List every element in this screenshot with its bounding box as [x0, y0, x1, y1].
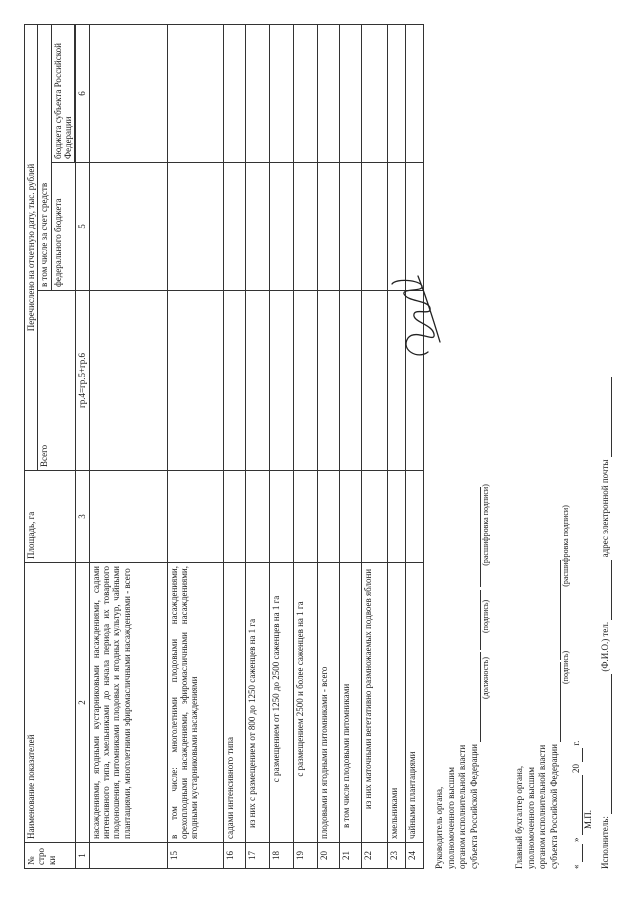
cell	[89, 25, 167, 163]
row-num: 22	[361, 843, 387, 869]
accountant-label: уполномоченного высшим	[525, 767, 536, 869]
cell	[269, 25, 293, 163]
head-label: органом исполнительной власти	[457, 744, 468, 869]
header-total: Всего	[38, 291, 76, 471]
row-name: в том числе плодовыми питомниками	[339, 563, 361, 843]
cell	[293, 291, 317, 471]
header-area: Площадь, га	[25, 471, 76, 563]
colnum-3: 3	[76, 471, 89, 563]
date-quote: «	[571, 864, 582, 869]
year-prefix: 20	[571, 764, 582, 773]
cell	[361, 291, 387, 471]
table-row	[293, 25, 317, 869]
accountant-label: органом исполнительной власти	[537, 744, 548, 869]
cell	[223, 163, 245, 291]
stamp-label: М.П.	[582, 809, 593, 829]
cell	[361, 163, 387, 291]
accountant-signature-block	[514, 505, 595, 869]
row-num: 17	[245, 843, 269, 869]
header-including: в том числе за счет средств	[38, 25, 51, 291]
cell	[167, 471, 223, 563]
row-name: с размещением от 1250 до 2500 саженцев на 1 га	[269, 563, 293, 843]
colnum-2: 2	[76, 563, 89, 843]
cell	[387, 25, 405, 163]
cell	[361, 25, 387, 163]
header-transferred: Перечислено на отчетную дату, тыс. рублей	[25, 25, 38, 471]
head-label: уполномоченного высшим	[445, 767, 456, 869]
row-name: из них с размещением от 800 до 1250 саженцев на 1 га	[245, 563, 269, 843]
cell	[89, 471, 167, 563]
cell	[167, 163, 223, 291]
cell	[317, 471, 339, 563]
cell	[269, 471, 293, 563]
row-name: насаждениями, ягодными кустарниковыми насаждениями, садами интенсивного типа, хмельниками до начала периода их товарного плодоношения, питомниками плодовых и ягодных культур, чайными плантациями, многолетними эфиромасличными насаждениями - всего	[89, 563, 167, 843]
colnum-1: 1	[76, 843, 89, 869]
date-quote: »	[571, 837, 582, 842]
cell	[339, 291, 361, 471]
signature-hint: (подпись)	[560, 650, 570, 684]
cell	[245, 25, 269, 163]
year-suffix: г.	[571, 740, 582, 746]
row-name: чайными плантациями	[405, 563, 423, 843]
cell	[405, 25, 423, 163]
cell	[339, 25, 361, 163]
handwritten-signature	[388, 272, 458, 362]
row-num: 15	[167, 843, 223, 869]
cell	[223, 291, 245, 471]
phone-field[interactable]	[611, 560, 612, 620]
fio-tel-label: (Ф.И.О.) тел.	[600, 621, 610, 672]
cell	[317, 291, 339, 471]
head-signature-block	[434, 484, 491, 869]
head-label: субъекта Российской Федерации	[469, 744, 480, 869]
report-table	[24, 24, 424, 869]
date-day-field[interactable]	[582, 844, 583, 862]
row-name: хмельниками	[387, 563, 405, 843]
row-num: 21	[339, 843, 361, 869]
cell	[269, 291, 293, 471]
table-row	[361, 25, 387, 869]
table-row	[405, 25, 423, 869]
executor-name-field[interactable]	[611, 674, 612, 814]
cell	[89, 291, 167, 471]
colnum-4: гр.4=гр.5+гр.6	[76, 291, 89, 471]
cell	[293, 163, 317, 291]
row-num: 19	[293, 843, 317, 869]
cell	[223, 471, 245, 563]
rotated-page	[16, 17, 626, 887]
row-num: 16	[223, 843, 245, 869]
colnum-5: 5	[76, 163, 89, 291]
cell	[339, 163, 361, 291]
accountant-label: субъекта Российской Федерации	[549, 744, 560, 869]
row-name: садами интенсивного типа	[223, 563, 245, 843]
decode-hint: (расшифровка подписи)	[560, 505, 570, 587]
executor-label: Исполнитель:	[600, 816, 610, 869]
cell	[293, 471, 317, 563]
cell	[269, 163, 293, 291]
cell	[245, 291, 269, 471]
cell	[223, 25, 245, 163]
header-federal: федерального бюджета	[51, 163, 76, 291]
head-label: Руководитель органа,	[434, 786, 444, 869]
cell	[317, 163, 339, 291]
executor-line	[600, 377, 612, 869]
row-num: 24	[405, 843, 423, 869]
cell	[167, 291, 223, 471]
colnum-6: 6	[76, 25, 89, 163]
cell	[245, 471, 269, 563]
cell	[293, 25, 317, 163]
cell	[339, 471, 361, 563]
table-row	[245, 25, 269, 869]
row-name: в том числе: многолетними плодовыми насаждениями, орехоплодными насаждениями, эфиромасличными насаждениями, ягодными кустарниковыми насаждениями	[167, 563, 223, 843]
cell	[89, 163, 167, 291]
signature-hint: (подпись)	[480, 599, 490, 633]
cell	[405, 471, 423, 563]
cell	[387, 471, 405, 563]
row-name: с размещением 2500 и более саженцев на 1 га	[293, 563, 317, 843]
table-row	[223, 25, 245, 869]
cell	[361, 471, 387, 563]
row-num: 23	[387, 843, 405, 869]
row-num	[89, 843, 167, 869]
row-num: 18	[269, 843, 293, 869]
column-numbers-row	[76, 25, 89, 869]
table-row	[89, 25, 167, 869]
cell	[167, 25, 223, 163]
row-num: 20	[317, 843, 339, 869]
table-row	[317, 25, 339, 869]
table-row	[167, 25, 223, 869]
cell	[245, 163, 269, 291]
table-row	[269, 25, 293, 869]
email-field[interactable]	[611, 377, 612, 457]
header-subject-budget: бюджета субъекта Российской Федерации	[51, 25, 75, 163]
cell	[317, 25, 339, 163]
row-name: из них маточными вегетативно размножаемых подвоев яблони	[361, 563, 387, 843]
date-year-field[interactable]	[582, 748, 583, 762]
position-hint: (должность)	[480, 657, 490, 699]
header-name: Наименование показателей	[25, 563, 76, 843]
header-num: № стро ки	[25, 843, 76, 869]
accountant-label: Главный бухгалтер органа,	[514, 765, 524, 869]
decode-hint: (расшифровка подписи)	[480, 484, 490, 566]
table-row	[339, 25, 361, 869]
row-name: плодовыми и ягодными питомниками - всего	[317, 563, 339, 843]
table-row	[387, 25, 405, 869]
email-label: адрес электронной почты	[600, 459, 610, 558]
